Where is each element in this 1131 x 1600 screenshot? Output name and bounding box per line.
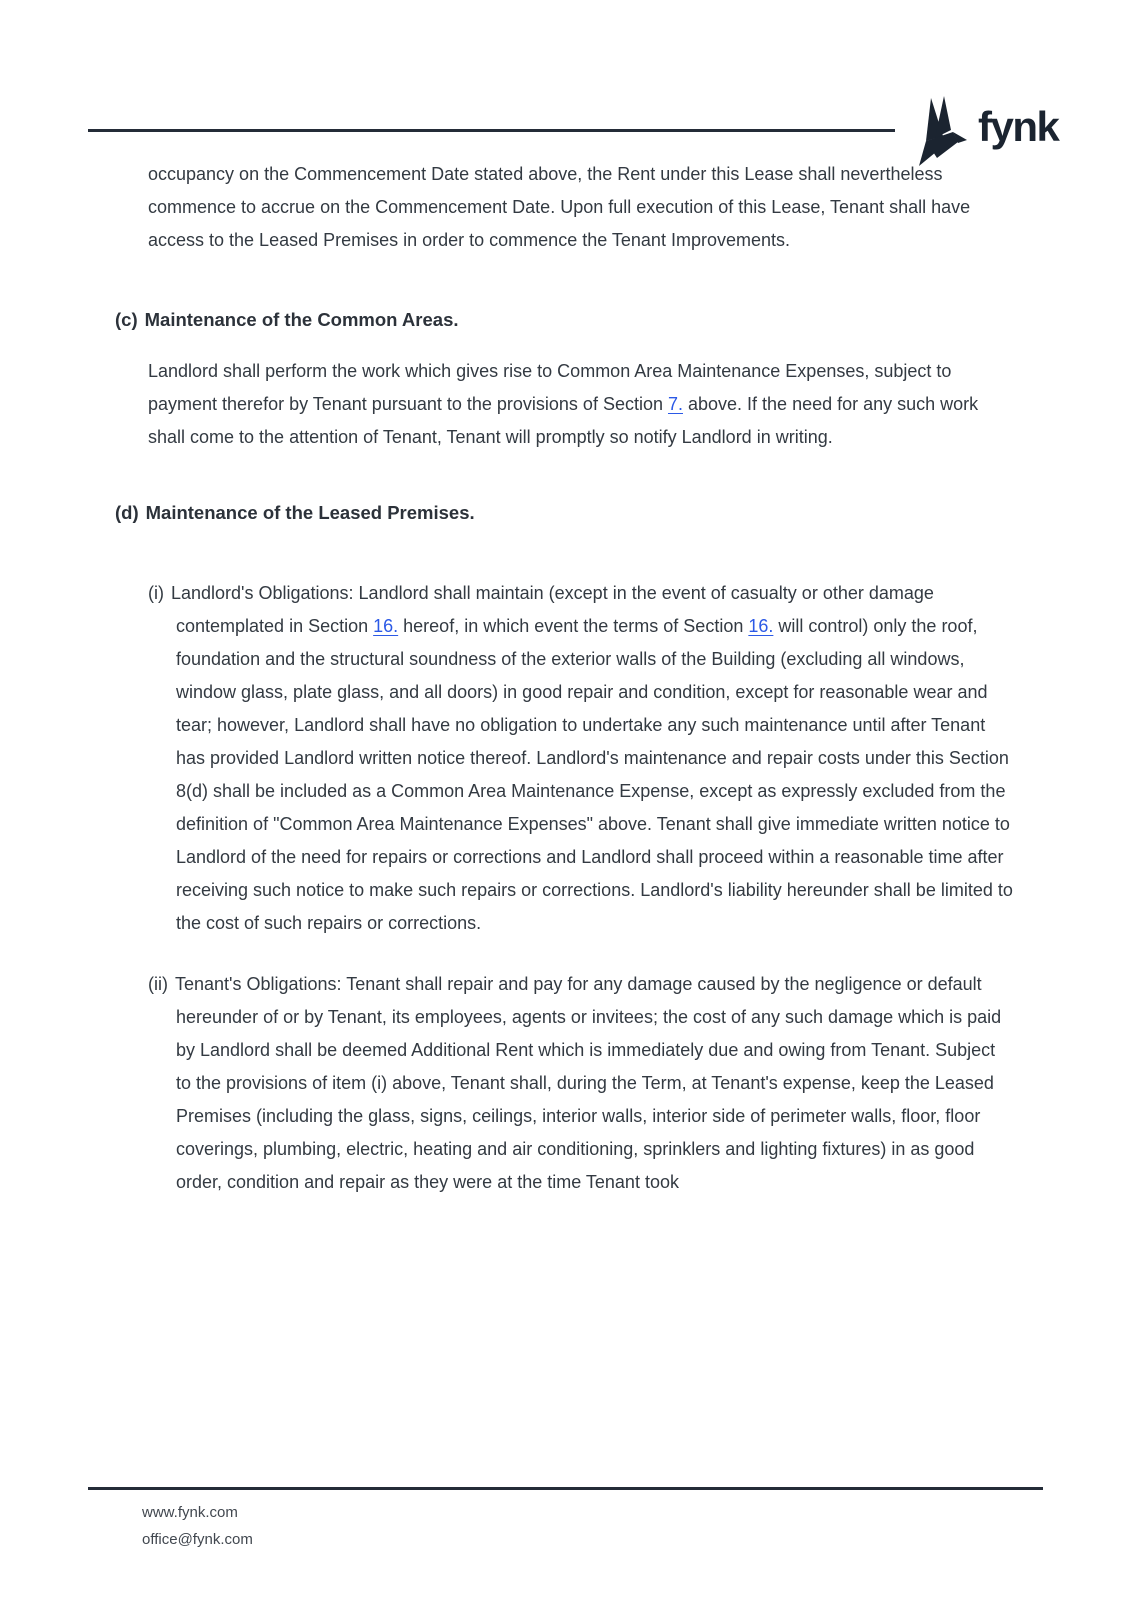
paragraph-common-areas — [148, 355, 1015, 454]
list-item-text — [175, 974, 1001, 1192]
brand-wordmark: fynk — [978, 103, 1059, 150]
text-segment: hereof, in which event the terms of Section — [398, 616, 749, 636]
text-segment: will control) only the roof, foundation and the structural soundness of the exterior walls of the Building (excluding all windows, window glass, plate glass, and all doors) in good repair and condition, except for reasonable wear and tear; however, Landlord shall have no obligation to undertake any such maintenance until after Tenant has provided Landlord written notice thereof. Landlord's maintenance and repair costs under this Section 8(d) shall be included as a Common Area Maintenance Expense, except as expressly excluded from the definition of "Common Area Maintenance Expenses" above. Tenant shall give immediate written notice to Landlord of the need for repairs or corrections and Landlord shall proceed within a reasonable time after receiving such notice to make such repairs or corrections. Landlord's liability hereunder shall be limited to the cost of such repairs or corrections. — [176, 616, 1013, 933]
section-reference-link[interactable]: 7. — [667, 394, 683, 414]
list-marker: (ii) — [148, 974, 168, 994]
section-title: Maintenance of the Leased Premises. — [145, 502, 475, 523]
list-item-text — [171, 583, 1013, 933]
section-heading-common-areas — [115, 303, 1015, 336]
text-segment: above. If the need for any such work shall come to the attention of Tenant, Tenant will promptly so notify Landlord in writing. — [148, 394, 979, 447]
section-label: (c) — [115, 309, 138, 330]
footer — [142, 1499, 253, 1553]
footer-website-link[interactable]: www.fynk.com — [142, 1504, 238, 1521]
document-body — [115, 158, 1015, 1199]
footer-rule — [88, 1487, 1043, 1490]
section-title: Maintenance of the Common Areas. — [144, 309, 459, 330]
text-segment: occupancy on the Commencement Date stated above, the Rent under this Lease shall nevertheless commence to accrue on the Commencement Date. Upon full execution of this Lease, Tenant shall have access to the Leased Premises in order to commence the Tenant Improvements. — [148, 164, 971, 250]
text-segment: Landlord shall perform the work which gives rise to Common Area Maintenance Expenses, subject to payment therefor by Tenant pursuant to the provisions of Section — [148, 361, 952, 414]
text-segment: Landlord's Obligations: Landlord shall maintain (except in the event of casualty or other damage contemplated in Section — [171, 583, 934, 636]
section-heading-leased-premises — [115, 496, 1015, 529]
section-reference-link[interactable]: 16. — [748, 616, 774, 636]
header-rule — [88, 129, 895, 132]
section-label: (d) — [115, 502, 139, 523]
list-item-landlords-obligations — [148, 577, 1015, 940]
text-segment: Tenant's Obligations: Tenant shall repair and pay for any damage caused by the negligence or default hereunder of or by Tenant, its employees, agents or invitees; the cost of any such damage which is paid by Landlord shall be deemed Additional Rent which is immediately due and owing from Tenant. Subject to the provisions of item (i) above, Tenant shall, during the Term, at Tenant's expense, keep the Leased Premises (including the glass, signs, ceilings, interior walls, interior side of perimeter walls, floor, floor coverings, plumbing, electric, heating and air conditioning, sprinklers and lighting fixtures) in as good order, condition and repair as they were at the time Tenant took — [175, 974, 1002, 1192]
footer-email-link[interactable]: office@fynk.com — [142, 1531, 253, 1548]
list-item-tenants-obligations — [148, 968, 1015, 1199]
paragraph-intro — [148, 158, 1015, 257]
list-marker: (i) — [148, 583, 164, 603]
section-reference-link[interactable]: 16. — [373, 616, 399, 636]
